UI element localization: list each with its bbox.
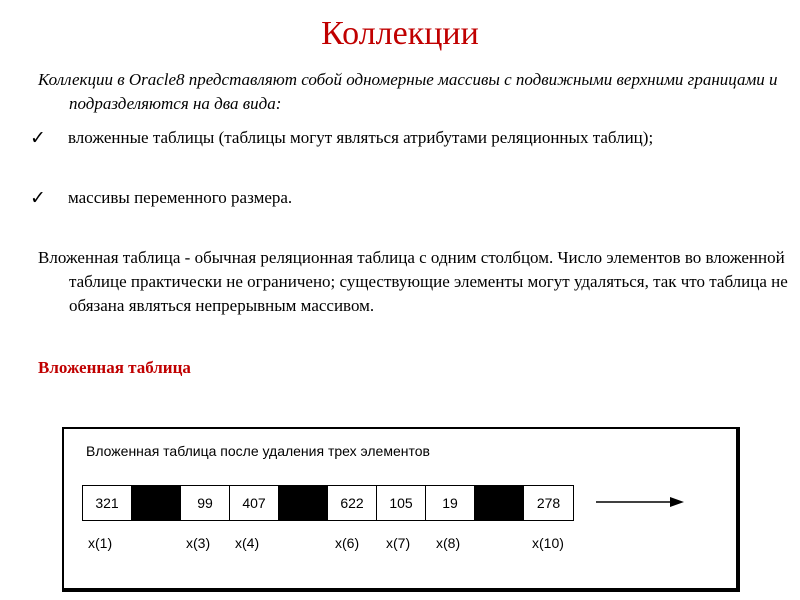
index-label: x(6) xyxy=(335,535,360,551)
array-cell: 622 xyxy=(328,486,377,520)
check-icon: ✓ xyxy=(30,187,46,209)
array-cell: 278 xyxy=(536,495,561,511)
nested-table-description: Вложенная таблица - обычная реляционная таблица с одним столбцом. Число элементов во вложенной таблице практически не ограничено; существующие элементы могут удаляться, так что таблица не обязана являться непрерывным массивом. xyxy=(38,248,788,315)
index-label: x(1) xyxy=(88,535,113,551)
index-label: x(4) xyxy=(235,535,260,551)
bullet-item-nested-tables xyxy=(30,126,770,174)
page-title: Коллекции xyxy=(321,15,479,52)
array-cell: 321 xyxy=(83,486,132,520)
index-label: x(3) xyxy=(186,535,211,551)
intro-text: Коллекции в Oracle8 представляют собой одномерные массивы с подвижными верхними границами и подразделяются на два вида: xyxy=(38,70,778,113)
array-cell: 407 xyxy=(230,486,279,520)
bullet-item-varrays xyxy=(30,186,770,210)
bullet-text: вложенные таблицы (таблицы могут являться атрибутами реляционных таблиц); xyxy=(68,128,654,147)
array-cell: 99 xyxy=(181,486,230,520)
index-label: x(7) xyxy=(386,535,411,551)
array-cell: 19 xyxy=(426,486,475,520)
array-cells xyxy=(82,485,574,521)
arrow-right-icon xyxy=(596,497,684,507)
section-label: Вложенная таблица xyxy=(38,358,191,377)
bullet-text: массивы переменного размера. xyxy=(68,188,293,207)
index-label: x(10) xyxy=(532,535,564,551)
check-icon: ✓ xyxy=(30,127,46,149)
figure-caption: Вложенная таблица после удаления трех элементов xyxy=(86,443,430,459)
deleted-cell xyxy=(132,486,181,520)
deleted-cell xyxy=(475,486,524,520)
array-cell: 105 xyxy=(377,486,426,520)
nested-table-figure xyxy=(62,427,740,592)
index-label: x(8) xyxy=(436,535,461,551)
deleted-cell xyxy=(279,486,328,520)
